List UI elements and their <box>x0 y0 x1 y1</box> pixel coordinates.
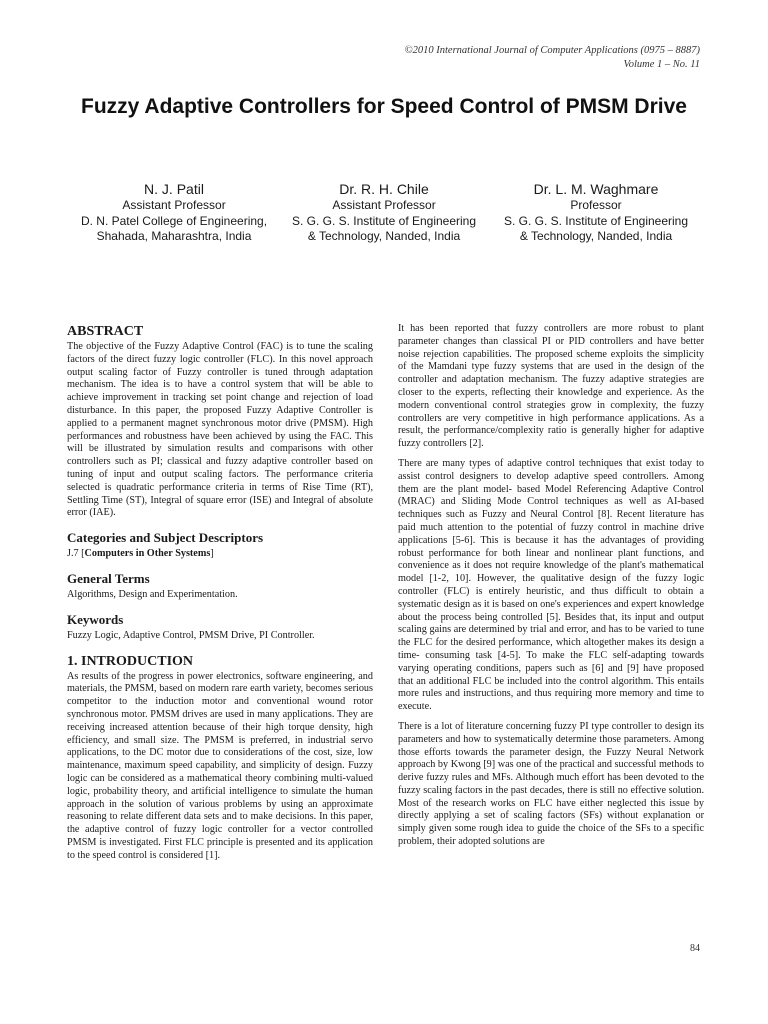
author-role: Professor <box>570 198 622 212</box>
author-affiliation: S. G. G. S. Institute of Engineering <box>503 213 689 228</box>
author-affiliation: S. G. G. S. Institute of Engineering <box>291 213 477 228</box>
author-affiliation: & Technology, Nanded, India <box>307 229 461 243</box>
journal-line: ©2010 International Journal of Computer Applications (0975 – 8887) <box>404 45 700 56</box>
categories-text: J.7 [Computers in Other Systems] <box>67 548 214 560</box>
author-name: N. J. Patil <box>144 181 204 197</box>
abstract-heading: ABSTRACT <box>67 324 144 339</box>
introduction-text: As results of the progress in power electronics, software engineering, and materials, the PMSM, based on modern rare earth variety, becomes serious competitor to the induction motor and conventional wound rotor synchronous motor. PMSM drives are used in many applications. They are receiving increased attention because of their high torque density, high efficiency, and small size. The PMSM is preferred, in industrial servo applications, to the DC motor due to considerations of the cost, size, low maintenance, maximum speed capability, and simplicity of design. Fuzzy logic can be considered as a mathematical theory combining multi-valued logic, probability theory, and artificial intelligence to simulate the human approach in the solution of various problems by using an approximate reasoning to relate different data sets and to make decisions. In this paper, the adaptive control of fuzzy logic controller for a vector controlled PMSM is investigated. First FLC principle is presented and its application to the speed control is considered [1]. <box>67 670 373 861</box>
body-paragraph: There is a lot of literature concerning fuzzy PI type controller to design its parameters and how to systematically determine those parameters. Among those efforts towards the parameter design, the Fuzzy Neural Network approach by Kwong [9] was one of the practical and successful methods to derive fuzzy rules and MFs. Although much effort has been devoted to the fuzzy scaling factors in the past decades, there is still no effective solution. Most of the research works on FLC have either neglected this issue by directly applying a set of scaling factors (SFs) without explanation or simply given some rough idea to guide the choice of the SFs to a specific problem, their adopted solutions are <box>398 720 704 848</box>
general-terms-text: Algorithms, Design and Experimentation. <box>67 588 238 600</box>
volume-line: Volume 1 – No. 11 <box>623 58 700 70</box>
page-number: 84 <box>690 943 700 954</box>
author-3 <box>480 180 712 245</box>
categories-subject: Computers in Other Systems <box>84 548 211 560</box>
author-name: Dr. R. H. Chile <box>339 181 429 197</box>
body-paragraph: There are many types of adaptive control techniques that exist today to assist control designers to develop adaptive speed controllers. Among them are the plant model- based Model Referencing Adaptive Control (MRAC) and Sliding Mode Control techniques as well as AI-based techniques such as Fuzzy and Neural Control [8]. Recent literature has paid much attention to the potential of fuzzy control in machine drive applications [5-6]. This is because it has the advantages of providing robust performance for both linear and nonlinear plant functions, and convenience as it does not require knowledge of the plant's mathematical model [1-2, 10]. However, the qualitative design of the fuzzy logic controller (FLC) is entirely heuristic, and thus difficult to obtain a systematic design as it is based on one's experiences and expert knowledge about the process being controlled [5]. Besides that, its input and output scaling gains are determined by trial and error, and has to be varied to tune the FLC for the desired performance, which altogether makes its design a time- consuming task [4-5]. To make the FLC self-adapting towards varying operating conditions, papers such as [6] and [9] have proposed that an additional FLC be included into the control algorithm. This entails more rules and instructions, and thus requiring more memory and time to execute. <box>398 457 704 713</box>
author-2 <box>268 180 500 245</box>
introduction-heading: 1. INTRODUCTION <box>67 653 194 669</box>
left-column <box>67 323 373 863</box>
journal-header <box>405 44 700 71</box>
author-affiliation: & Technology, Nanded, India <box>519 229 673 243</box>
author-affiliation: Shahada, Maharashtra, India <box>96 229 252 243</box>
general-terms-heading: General Terms <box>67 570 150 586</box>
paper-title: Fuzzy Adaptive Controllers for Speed Control of PMSM Drive <box>81 95 687 118</box>
keywords-heading: Keywords <box>67 611 124 627</box>
author-role: Assistant Professor <box>332 198 436 212</box>
abstract-text: The objective of the Fuzzy Adaptive Control (FAC) is to tune the scaling factors of the direct fuzzy logic controller (FLC). In this novel approach output scaling factor of Fuzzy controller is tuned through adaptation mechanism. The idea is to have a control system that will be able to achieve improvement in tracking set point change and rejection of load disturbance. In this paper, the proposed Fuzzy Adaptive Controller is applied to a permanent magnet synchronous motor drive (PMSM). High performances and robustness have been achieved by using the FAC. This will be illustrated by simulation results and comparisons with other controllers such as PI; classical and fuzzy adaptive controller based on tuning of input and output scaling factors. The performance criteria selected is quadratic performance criteria in terms of Rise Time (RT), Settling Time (ST), Integral of square error (ISE) and Integral of absolute error (IAE). <box>67 341 373 519</box>
categories-heading: Categories and Subject Descriptors <box>67 530 264 546</box>
author-name: Dr. L. M. Waghmare <box>533 181 659 197</box>
author-1 <box>58 180 290 245</box>
right-column <box>398 323 704 849</box>
author-role: Assistant Professor <box>122 198 226 212</box>
author-affiliation: D. N. Patel College of Engineering, <box>80 213 268 228</box>
body-paragraph: It has been reported that fuzzy controllers are more robust to plant parameter changes than classical PI or PID controllers and have better noise rejection capabilities. The proposed scheme exploits the simplicity of the Mamdani type fuzzy systems that are used in the design of the controller and adaptation mechanism. The fuzzy adaptive strategies are closer to the experts, reflecting their knowledge and experience. As the modern conventional control strategies grow in complexity, the fuzzy controllers are very competitive in high performance applications. As a result, the performance/complexity ratio is generally higher for adaptive fuzzy controllers [2]. <box>398 323 704 450</box>
keywords-text: Fuzzy Logic, Adaptive Control, PMSM Drive, PI Controller. <box>67 629 315 641</box>
